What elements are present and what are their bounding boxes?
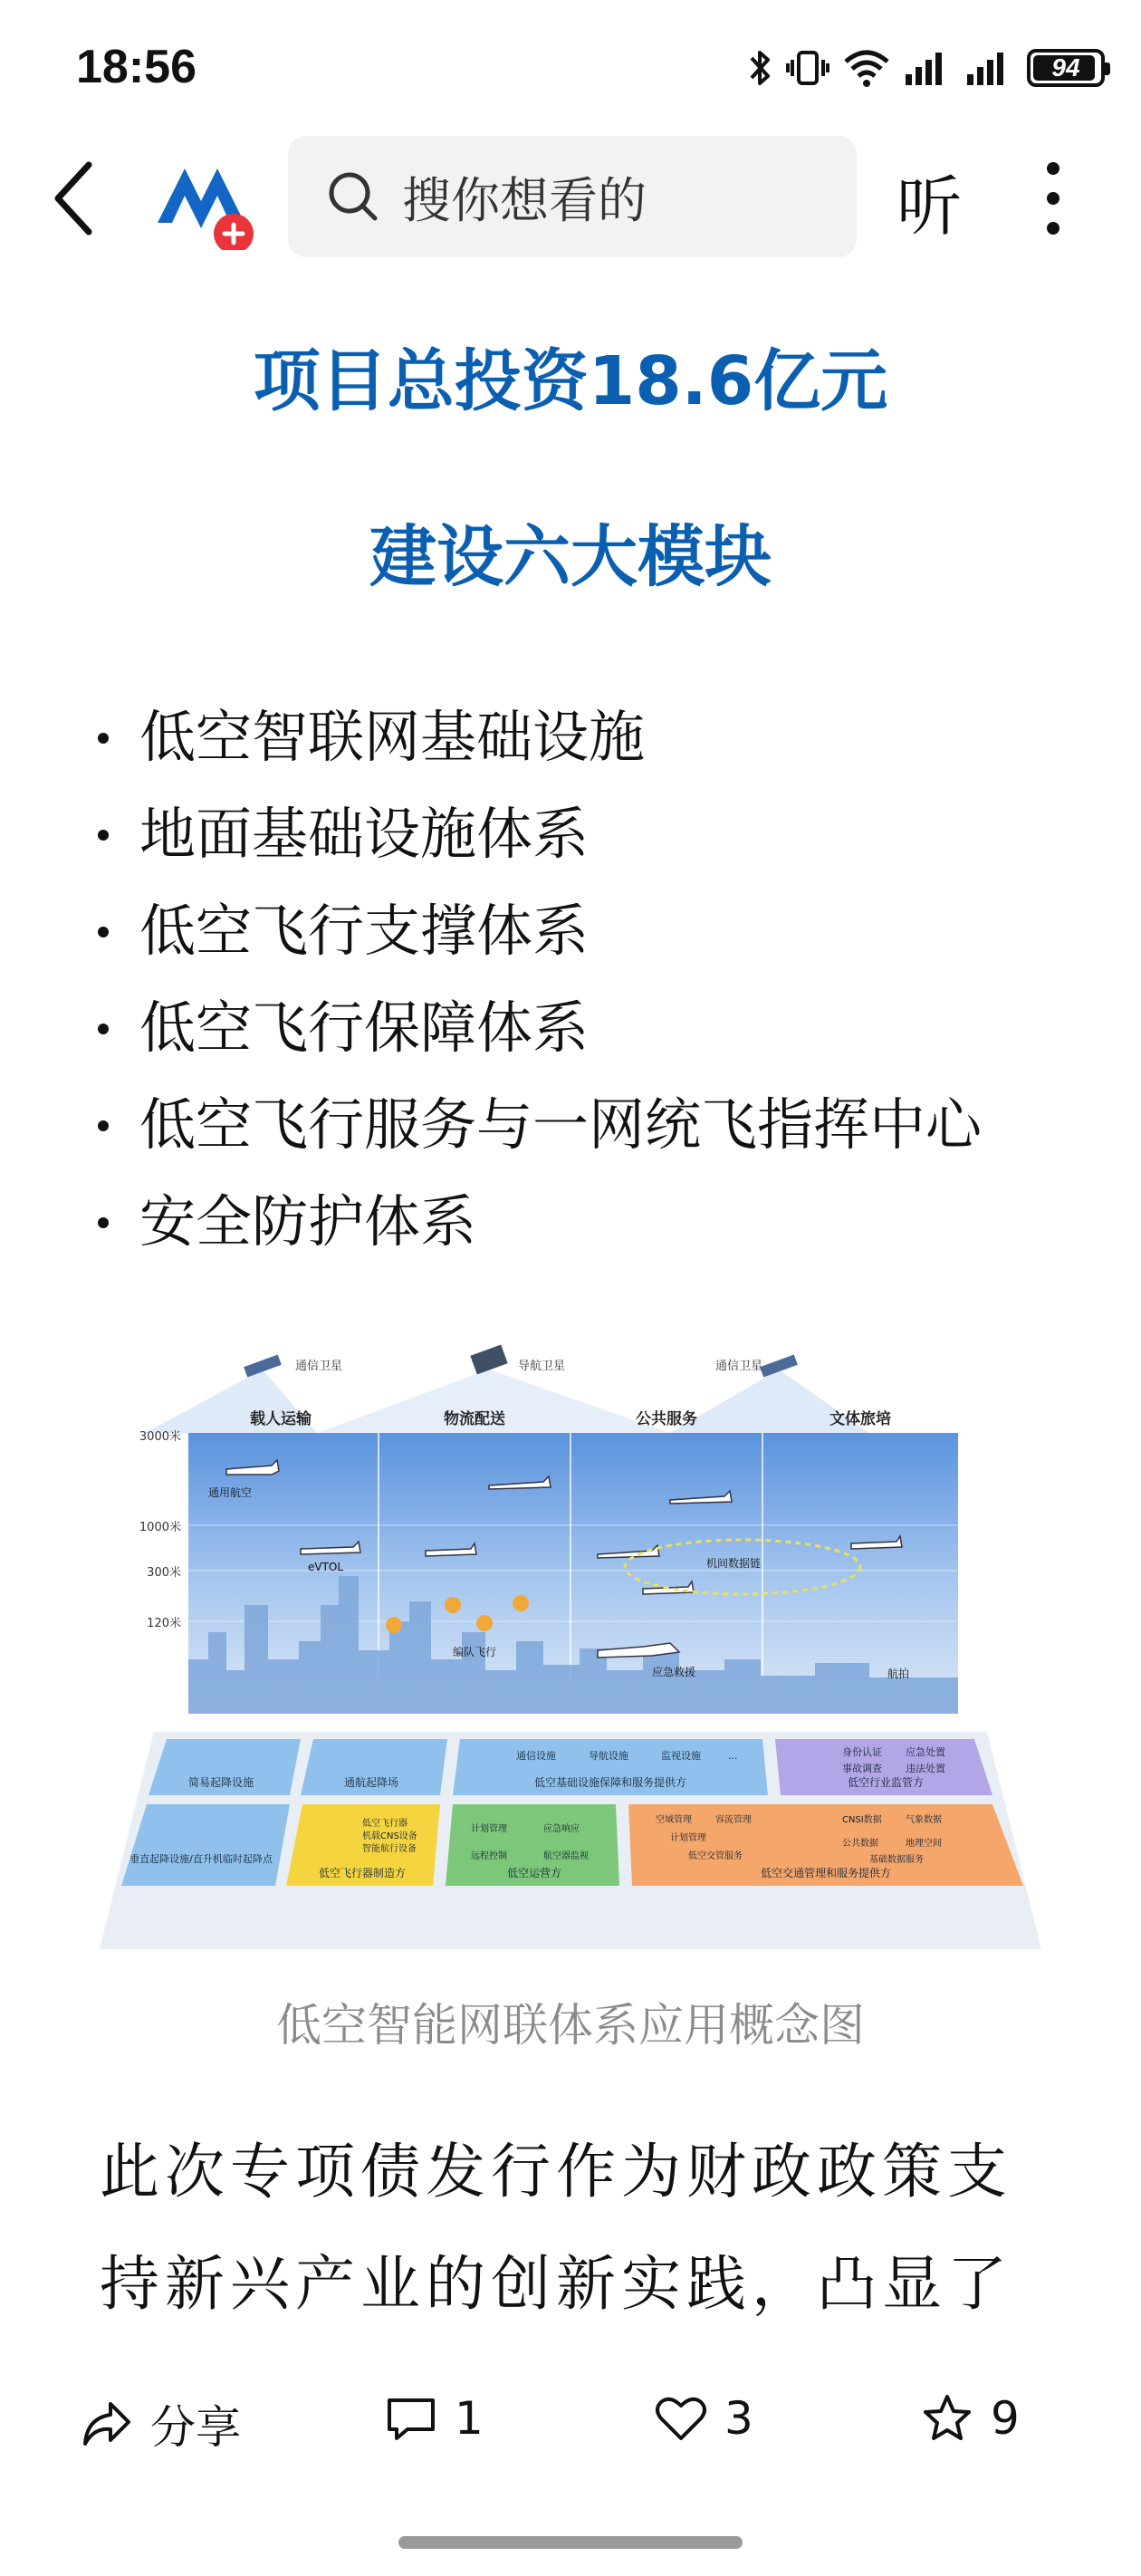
listen-button[interactable]: 听	[896, 168, 963, 245]
platform-item: ...	[728, 1750, 738, 1762]
platform-label: 简易起降设施	[187, 1776, 254, 1789]
sector-label: 物流配送	[444, 1410, 505, 1428]
platform-label: 通航起降场	[343, 1776, 399, 1789]
satellite-label: 通信卫星	[715, 1360, 763, 1373]
platform-item: 监视设施	[661, 1750, 701, 1762]
list-item: 地面基础设施体系	[91, 785, 982, 882]
platform-item: 基础数据服务	[869, 1855, 924, 1865]
altitude-label: 3000米	[139, 1430, 181, 1444]
comment-button[interactable]	[384, 2391, 484, 2446]
platform-label: 低空飞行器制造方	[318, 1867, 407, 1879]
bottom-action-bar	[0, 2364, 1141, 2473]
favorite-button[interactable]	[920, 2391, 1020, 2446]
platform-item: 容流管理	[715, 1815, 752, 1825]
platform-item: 空域管理	[656, 1815, 692, 1825]
platform-item: 地理空间	[906, 1839, 942, 1849]
comment-count: 1	[455, 2392, 484, 2445]
scene-label: 航拍	[887, 1668, 910, 1680]
sector-label: 载人运输	[250, 1410, 312, 1428]
article-paragraph: 此次专项债发行作为财政政策支持新兴产业的创新实践，凸显了	[100, 2137, 1012, 2319]
platform-item: 远程控制	[471, 1851, 507, 1861]
scene-label: eVTOL	[308, 1561, 344, 1573]
platform-label: 低空基础设施保障和服务提供方	[533, 1776, 687, 1789]
platform-item: 应急响应	[543, 1824, 580, 1834]
satellite-icon	[470, 1345, 507, 1375]
signal-icon-1	[904, 47, 953, 89]
share-button[interactable]	[80, 2391, 241, 2456]
platform-item: CNSI数据	[842, 1815, 882, 1825]
platform-label: 低空交通管理和服务提供方	[760, 1867, 892, 1879]
star-icon	[920, 2391, 974, 2446]
platform-item: 事故调查	[842, 1763, 882, 1774]
bluetooth-icon	[748, 47, 773, 89]
platform-item: 计划管理	[670, 1833, 706, 1843]
list-item: 低空飞行服务与一网统飞指挥中心	[91, 1076, 982, 1173]
list-item: 低空飞行支撑体系	[91, 882, 982, 979]
platform-item: 身份认证	[842, 1746, 882, 1758]
platform-label: 低空运营方	[506, 1867, 562, 1879]
favorite-count: 9	[991, 2392, 1020, 2445]
battery-icon	[1027, 49, 1105, 87]
status-time: 18:56	[76, 41, 197, 93]
search-input[interactable]	[288, 136, 857, 257]
more-options-icon[interactable]	[1040, 159, 1067, 237]
platform-item: 智能航行设备	[362, 1844, 417, 1854]
status-bar	[0, 0, 1141, 136]
platform-item: 气象数据	[906, 1815, 942, 1825]
scene-label: 机间数据链	[706, 1557, 762, 1570]
home-indicator[interactable]	[398, 2536, 743, 2549]
scene-label: 通用航空	[208, 1486, 253, 1499]
headline-modules: 建设六大模块	[369, 518, 772, 596]
list-item: 低空智联网基础设施	[91, 688, 982, 785]
list-item: 低空飞行保障体系	[91, 979, 982, 1076]
altitude-label: 300米	[147, 1566, 181, 1580]
vibrate-icon	[786, 47, 829, 89]
platform-label: 低空行业监管方	[847, 1776, 925, 1789]
comment-icon	[384, 2391, 438, 2446]
like-count: 3	[724, 2392, 753, 2445]
platform-item: 低空交管服务	[688, 1851, 743, 1861]
list-item: 安全防护体系	[91, 1173, 982, 1270]
share-icon	[80, 2397, 134, 2451]
battery-level: 94	[1051, 53, 1080, 82]
heart-icon	[654, 2391, 708, 2446]
scene-label: 应急救援	[652, 1666, 696, 1678]
module-list	[91, 688, 982, 1270]
platform-item: 航空器监视	[543, 1851, 589, 1861]
platform-label	[129, 1852, 273, 1865]
platform-item: 计划管理	[471, 1824, 507, 1834]
search-placeholder: 搜你想看的	[402, 171, 647, 229]
status-icons	[748, 47, 1105, 89]
platform-item: 应急处置	[906, 1746, 945, 1758]
headline-investment: 项目总投资18.6亿元	[253, 342, 888, 420]
share-label: 分享	[150, 2401, 241, 2454]
platform-item: 通信设施	[516, 1750, 556, 1762]
satellite-label: 通信卫星	[295, 1360, 343, 1373]
app-logo-icon[interactable]	[154, 159, 263, 250]
figure-caption: 低空智能网联体系应用概念图	[276, 1999, 865, 2052]
sector-label: 公共服务	[636, 1410, 697, 1428]
platform-item: 违法处置	[906, 1763, 945, 1774]
altitude-label: 120米	[147, 1617, 181, 1630]
signal-icon-2	[965, 47, 1014, 89]
back-arrow-icon[interactable]	[47, 158, 101, 239]
search-icon	[324, 168, 382, 226]
platform-item: 机载CNS设备	[362, 1831, 417, 1841]
like-button[interactable]	[654, 2391, 753, 2446]
sector-label: 文体旅培	[829, 1410, 891, 1428]
wifi-icon	[842, 47, 891, 89]
concept-diagram-image[interactable]	[91, 1333, 1050, 1949]
altitude-label: 1000米	[139, 1521, 181, 1534]
platform-item: 公共数据	[842, 1839, 878, 1849]
scene-label: 编队飞行	[453, 1646, 497, 1658]
top-nav	[0, 136, 1141, 263]
platform-item: 低空飞行器	[362, 1819, 408, 1829]
satellite-label: 导航卫星	[518, 1360, 566, 1373]
platform-item: 导航设施	[589, 1750, 628, 1762]
platform-label: 垂直起降设施/直升机临时起降点	[129, 1853, 273, 1865]
